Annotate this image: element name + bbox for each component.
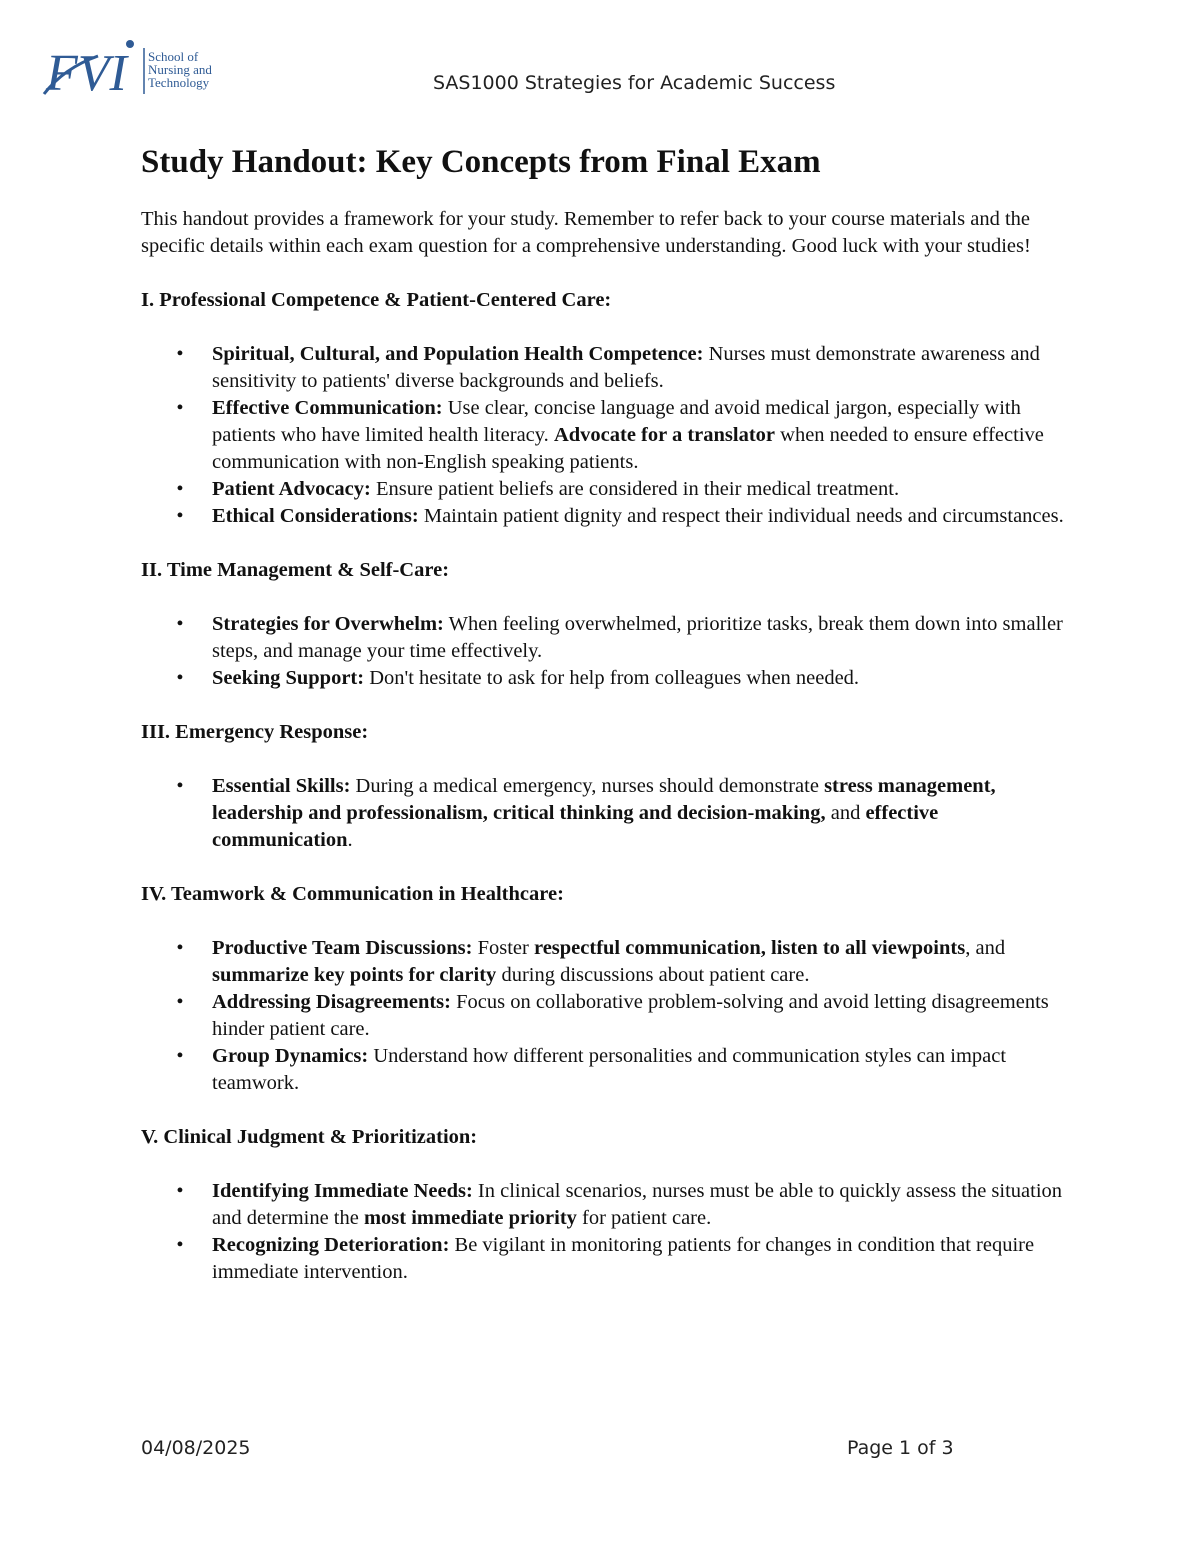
item-bold-text: Addressing Disagreements: xyxy=(212,991,451,1013)
section-heading: IV. Teamwork & Communication in Healthcare: xyxy=(141,883,564,905)
item-bold-text: Strategies for Overwhelm: xyxy=(212,613,444,635)
bullet-icon: • xyxy=(176,991,184,1013)
fvi-logo xyxy=(42,38,222,100)
bullet-list xyxy=(141,1178,1071,1286)
page-title: Study Handout: Key Concepts from Final Exam xyxy=(141,144,821,180)
logo-sub-line: Nursing and xyxy=(148,62,212,77)
bullet-list xyxy=(141,935,1071,1097)
page-of: of xyxy=(911,1437,942,1459)
list-item xyxy=(176,476,1071,503)
item-bold-text: Productive Team Discussions: xyxy=(212,937,473,959)
document-body xyxy=(141,140,1071,1313)
bullet-icon: • xyxy=(176,937,184,959)
item-bold-text: Advocate for a translator xyxy=(553,424,776,446)
footer-date: 04/08/2025 xyxy=(141,1437,251,1459)
section-heading: V. Clinical Judgment & Prioritization: xyxy=(141,1126,478,1148)
item-bold-text: Recognizing Deterioration: xyxy=(212,1234,450,1256)
bullet-icon: • xyxy=(176,667,184,689)
bullet-icon: • xyxy=(176,1045,184,1067)
item-text: and xyxy=(825,802,866,824)
item-text: for patient care. xyxy=(576,1207,712,1229)
bullet-list xyxy=(141,773,1071,854)
page-total: 3 xyxy=(941,1437,954,1459)
intro-paragraph: This handout provides a framework for your study. Remember to refer back to your course materials and the specific details within each exam question for a comprehensive understanding. Good luck with your studies! xyxy=(141,208,1031,257)
bullet-icon: • xyxy=(176,397,184,419)
item-bold-text: Ethical Considerations: xyxy=(212,505,419,527)
section-heading: I. Professional Competence & Patient-Centered Care: xyxy=(141,289,612,311)
item-bold-text: stress management, leadership and professionalism, critical thinking and decision-making, xyxy=(212,775,996,824)
footer-page-number xyxy=(847,1437,954,1459)
fvi-logo-icon xyxy=(42,38,148,100)
bullet-icon: • xyxy=(176,1180,184,1202)
list-item xyxy=(176,1178,1071,1232)
item-text: , and xyxy=(965,937,1006,959)
list-item xyxy=(176,1232,1071,1286)
item-bold-text: Essential Skills: xyxy=(212,775,351,797)
item-bold-text: respectful communication, listen to all viewpoints xyxy=(533,937,966,959)
list-item xyxy=(176,773,1071,854)
section-heading: II. Time Management & Self-Care: xyxy=(141,559,450,581)
item-text: Understand how different personalities and communication styles can impact teamwork. xyxy=(212,1045,1007,1094)
bullet-icon: • xyxy=(176,478,184,500)
item-bold-text: Group Dynamics: xyxy=(212,1045,369,1067)
bullet-list xyxy=(141,341,1071,530)
bullet-icon: • xyxy=(176,505,184,527)
item-bold-text: Effective Communication: xyxy=(212,397,443,419)
page-current: 1 xyxy=(899,1437,912,1459)
logo-sub-line: School of xyxy=(148,49,199,64)
item-bold-text: Identifying Immediate Needs: xyxy=(212,1180,473,1202)
logo-sub-line: Technology xyxy=(148,75,210,90)
item-bold-text: Spiritual, Cultural, and Population Health Competence: xyxy=(212,343,704,365)
item-text: Be vigilant in monitoring patients for changes in condition that require immediate intervention. xyxy=(212,1234,1035,1283)
page-prefix: Page xyxy=(847,1437,900,1459)
bullet-icon: • xyxy=(176,343,184,365)
course-title: SAS1000 Strategies for Academic Success xyxy=(433,72,836,94)
item-text: Ensure patient beliefs are considered in their medical treatment. xyxy=(370,478,900,500)
item-text: During a medical emergency, nurses should demonstrate xyxy=(350,775,825,797)
logo-subtitle xyxy=(148,50,212,89)
list-item xyxy=(176,935,1071,989)
item-bold-text: Patient Advocacy: xyxy=(212,478,371,500)
list-item xyxy=(176,1043,1071,1097)
bullet-icon: • xyxy=(176,613,184,635)
list-item xyxy=(176,665,1071,692)
item-text: When feeling overwhelmed, prioritize tasks, break them down into smaller steps, and manage your time effectively. xyxy=(212,613,1063,662)
item-text: Nurses must demonstrate awareness and sensitivity to patients' diverse backgrounds and beliefs. xyxy=(212,343,1040,392)
list-item xyxy=(176,341,1071,395)
item-text: when needed to ensure effective communication with non-English speaking patients. xyxy=(212,424,1044,473)
sections-container xyxy=(141,287,1071,1286)
section-heading: III. Emergency Response: xyxy=(141,721,369,743)
list-item xyxy=(176,503,1071,530)
list-item xyxy=(176,989,1071,1043)
item-text: during discussions about patient care. xyxy=(496,964,810,986)
item-text: Don't hesitate to ask for help from colleagues when needed. xyxy=(364,667,860,689)
item-text: . xyxy=(347,829,353,851)
item-text: Focus on collaborative problem-solving and avoid letting disagreements hinder patient care. xyxy=(212,991,1049,1040)
bullet-icon: • xyxy=(176,775,184,797)
item-text: Maintain patient dignity and respect their individual needs and circumstances. xyxy=(418,505,1064,527)
item-bold-text: summarize key points for clarity xyxy=(212,964,497,986)
item-text: In clinical scenarios, nurses must be able to quickly assess the situation and determine the xyxy=(212,1180,1063,1229)
bullet-icon: • xyxy=(176,1234,184,1256)
bullet-list xyxy=(141,611,1071,692)
item-bold-text: most immediate priority xyxy=(363,1207,577,1229)
logo-letters: FVI xyxy=(46,45,127,100)
list-item xyxy=(176,395,1071,476)
item-bold-text: Seeking Support: xyxy=(212,667,365,689)
item-text: Foster xyxy=(472,937,534,959)
item-text: Use clear, concise language and avoid medical jargon, especially with patients who have limited health literacy. xyxy=(212,397,1021,446)
list-item xyxy=(176,611,1071,665)
item-bold-text: effective communication xyxy=(212,802,939,851)
